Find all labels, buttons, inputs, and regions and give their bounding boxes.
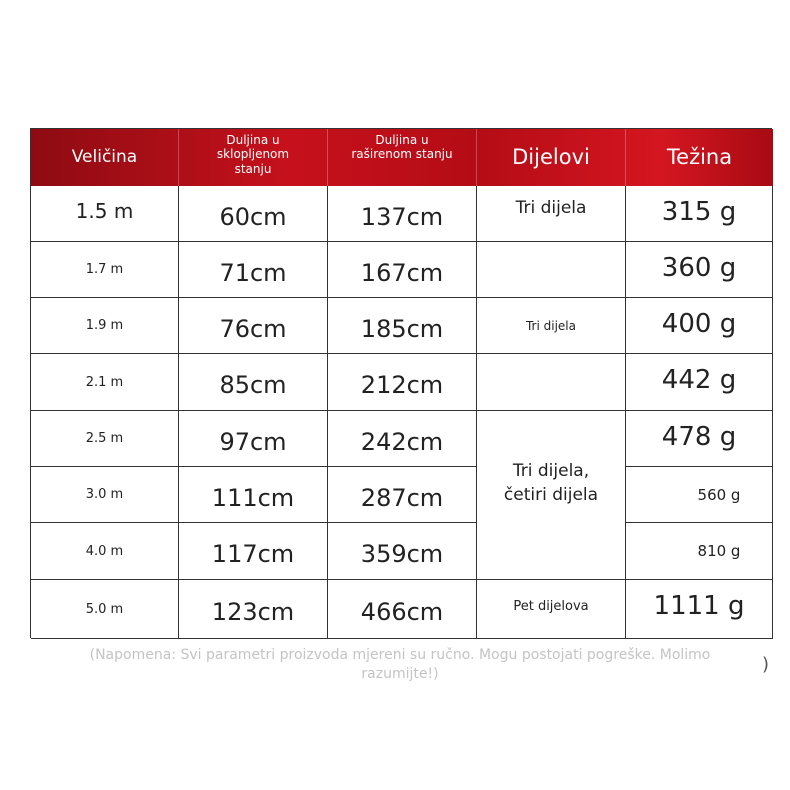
header-size: Veličina xyxy=(31,129,179,186)
measurement-note: (Napomena: Svi parametri proizvoda mjereni su ručno. Mogu postojati pogreške. Molimo razumijte!) xyxy=(89,647,711,682)
weight-cell: 442 g xyxy=(626,354,773,411)
size-cell: 2.1 m xyxy=(31,354,179,411)
header-folded-length: Duljina u sklopljenom stanju xyxy=(179,129,328,186)
size-cell: 1.5 m xyxy=(31,186,179,242)
weight-cell: 810 g xyxy=(626,523,773,580)
size-cell: 2.5 m xyxy=(31,411,179,467)
header-weight: Težina xyxy=(666,144,733,169)
weight-cell: 315 g xyxy=(626,186,773,242)
folded-length-cell: 71cm xyxy=(179,242,328,298)
weight-cell: 560 g xyxy=(626,467,773,523)
folded-length-cell: 117cm xyxy=(179,523,328,580)
table-header xyxy=(31,129,773,186)
folded-length-cell: 60cm xyxy=(179,186,328,242)
weight-cell: 478 g xyxy=(626,411,773,467)
weight-cell: 400 g xyxy=(626,298,773,354)
weight-cell: 1111 g xyxy=(626,580,773,639)
parts-cell-empty xyxy=(477,354,626,411)
extended-length-cell: 167cm xyxy=(328,242,477,298)
header-parts: Dijelovi xyxy=(477,129,626,186)
parts-cell-empty xyxy=(477,242,626,298)
extended-length-cell: 466cm xyxy=(328,580,477,639)
parts-cell-merged: Tri dijela, četiri dijela xyxy=(477,411,626,580)
extended-length-cell: 287cm xyxy=(328,467,477,523)
folded-length-cell: 123cm xyxy=(179,580,328,639)
trailing-parenthesis: ) xyxy=(762,654,770,675)
size-cell: 5.0 m xyxy=(31,580,179,639)
parts-cell: Pet dijelova xyxy=(477,580,626,639)
folded-length-cell: 97cm xyxy=(179,411,328,467)
size-cell: 4.0 m xyxy=(31,523,179,580)
size-cell: 3.0 m xyxy=(31,467,179,523)
parts-cell: Tri dijela xyxy=(477,186,626,242)
extended-length-cell: 212cm xyxy=(328,354,477,411)
weight-cell: 360 g xyxy=(626,242,773,298)
header-extended-length: Duljina u raširenom stanju xyxy=(328,129,477,186)
folded-length-cell: 111cm xyxy=(179,467,328,523)
extended-length-cell: 359cm xyxy=(328,523,477,580)
extended-length-cell: 242cm xyxy=(328,411,477,467)
folded-length-cell: 76cm xyxy=(179,298,328,354)
size-cell: 1.7 m xyxy=(31,242,179,298)
extended-length-cell: 137cm xyxy=(328,186,477,242)
extended-length-cell: 185cm xyxy=(328,298,477,354)
folded-length-cell: 85cm xyxy=(179,354,328,411)
spec-table xyxy=(30,128,772,638)
size-cell: 1.9 m xyxy=(31,298,179,354)
parts-cell: Tri dijela xyxy=(477,298,626,354)
